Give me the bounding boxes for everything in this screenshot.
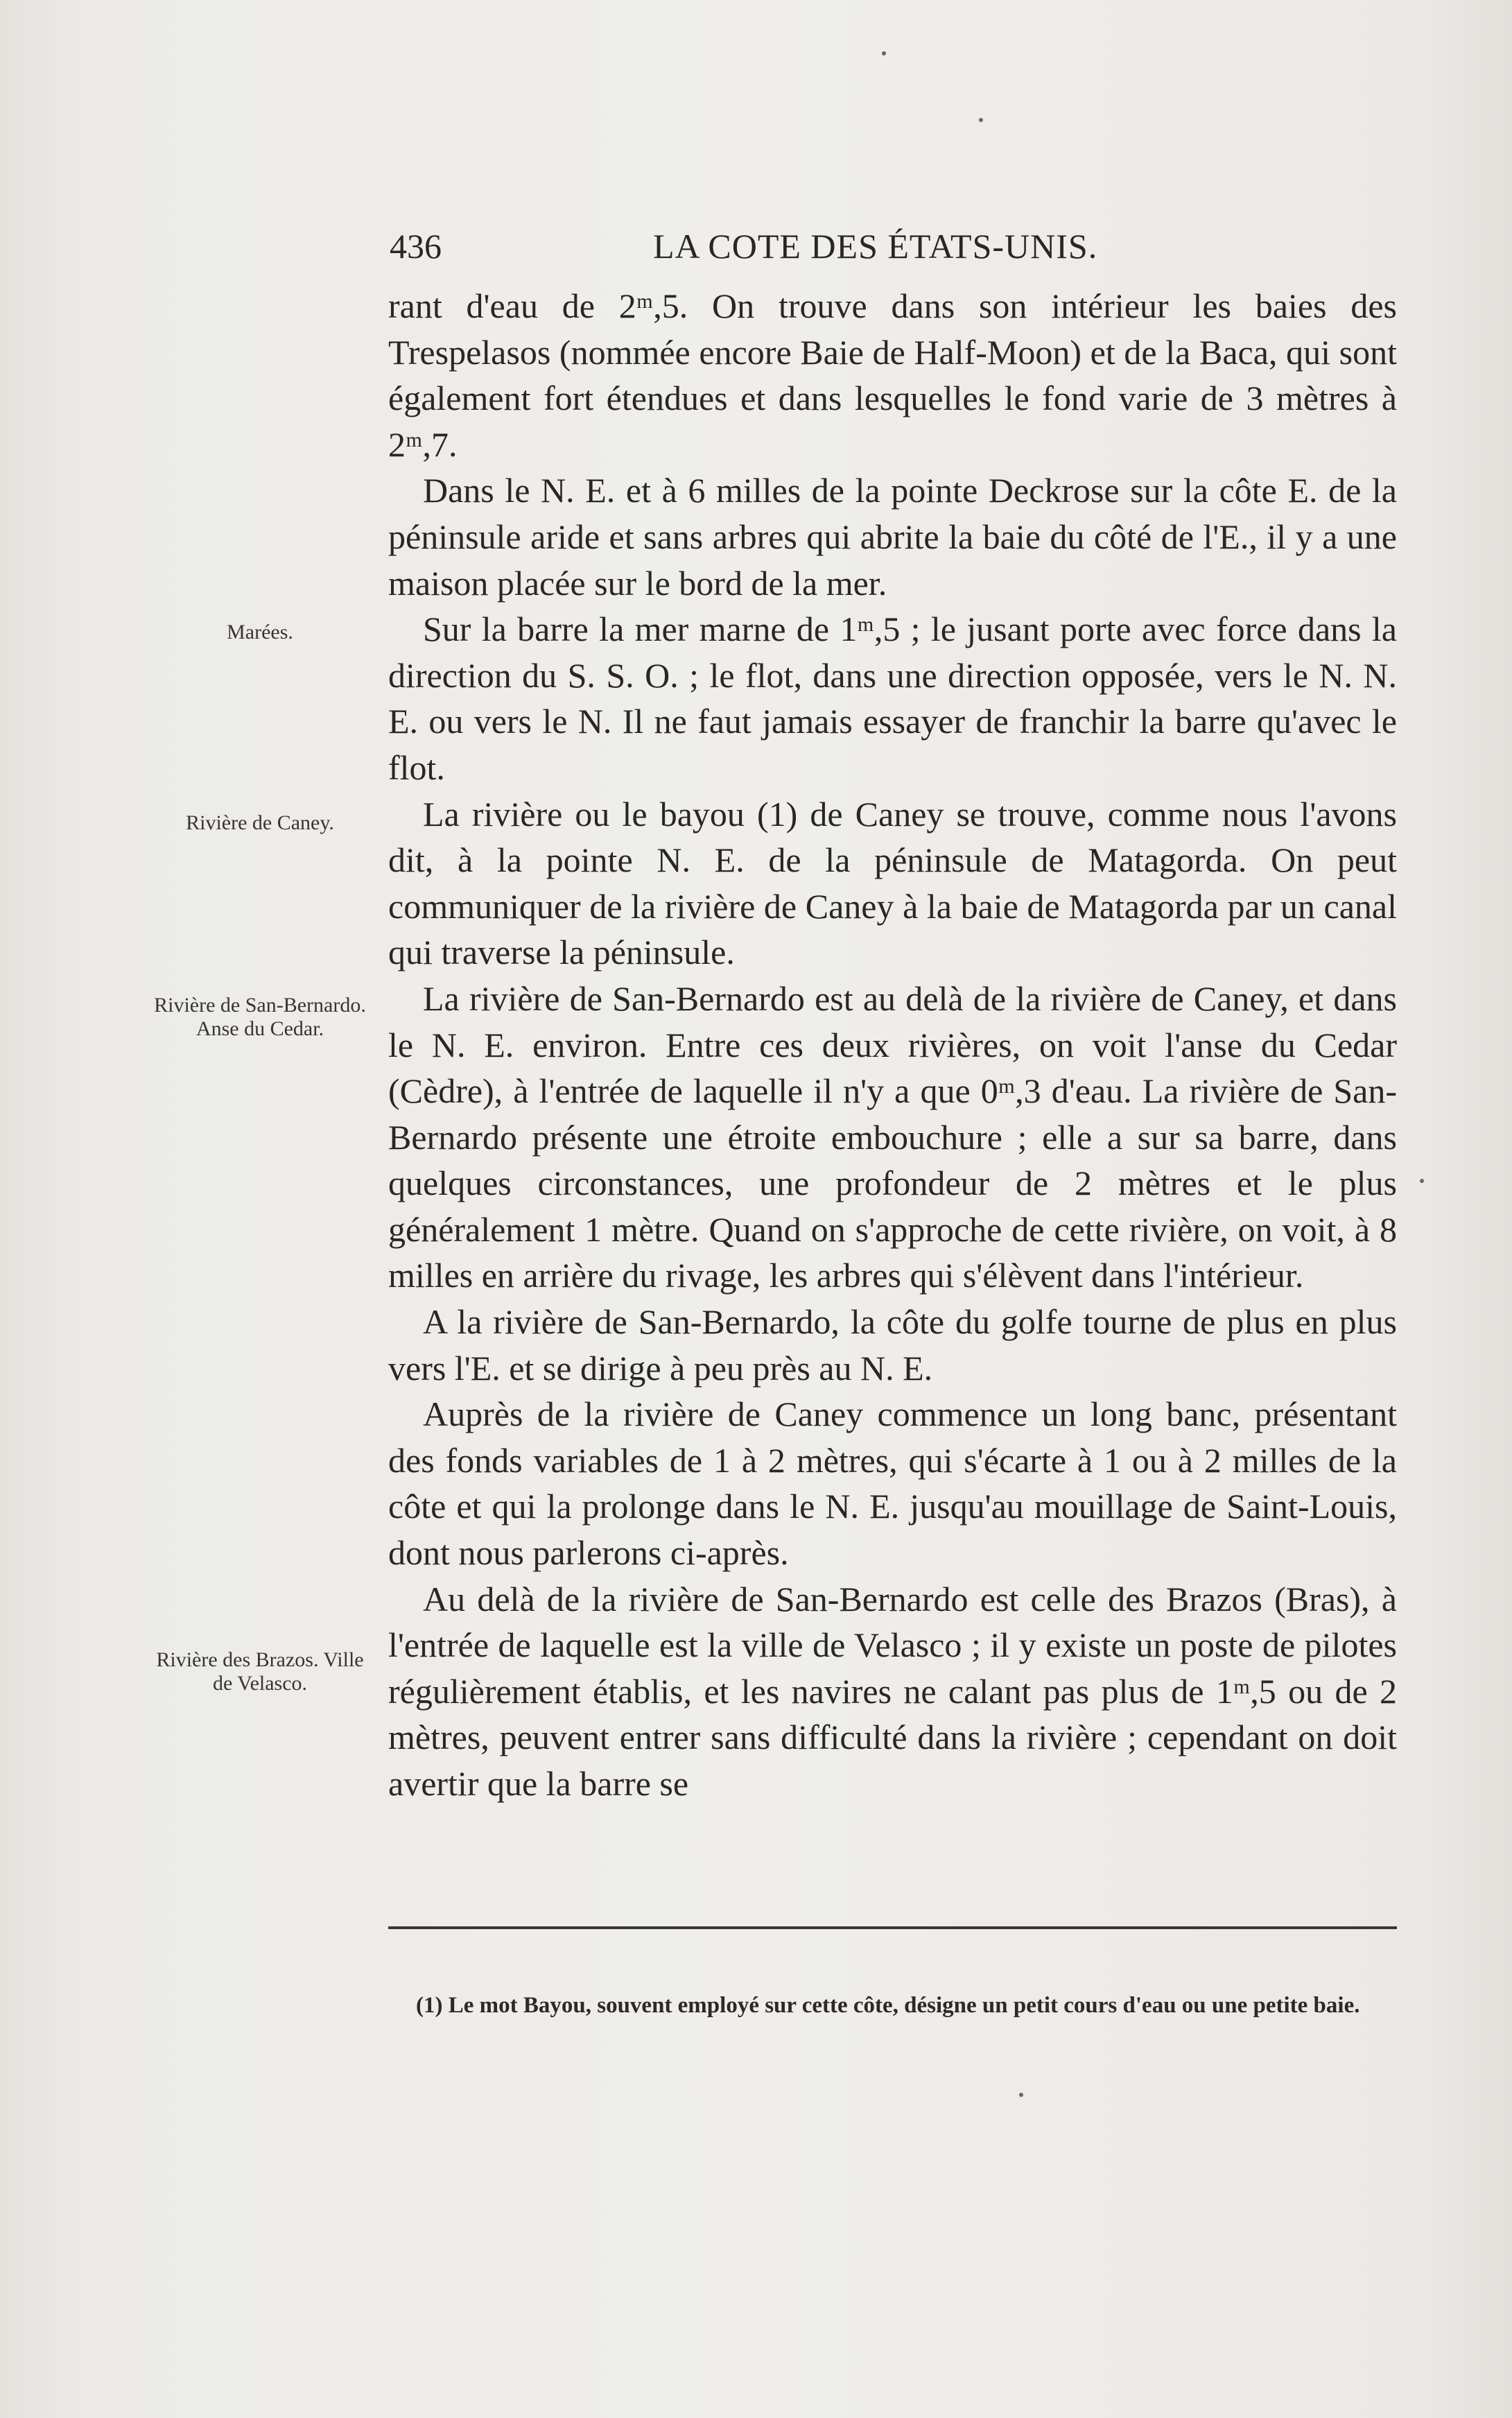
margin-note-riviere-caney: Rivière de Caney.	[186, 811, 334, 834]
paragraph: Auprès de la rivière de Caney commence un long banc, présentant des fonds variables de 1 à 2 mètres, qui s'écarte à 1 ou à 2 milles de la côte et qui la prolonge dans le N. E. jusqu'au mouillage de Saint-Louis, dont nous parlerons ci-après.	[388, 1394, 1397, 1573]
margin-note-marees: Marées.	[227, 621, 293, 644]
margin-note-san-bernardo: Rivière de San-Bernardo. Anse du Cedar.	[154, 994, 366, 1040]
body-text	[388, 283, 1397, 1807]
paragraph: Au delà de la rivière de San-Bernardo est celle des Brazos (Bras), à l'entrée de laquelle est la ville de Velasco ; il y existe un poste de pilotes régulièrement établis, et les navires ne calant pas plus de 1ᵐ,5 ou de 2 mètres, peuvent entrer sans difficulté dans la rivière ; cependant on doit avertir que la barre se	[388, 1579, 1397, 1803]
paragraph: Sur la barre la mer marne de 1ᵐ,5 ; le jusant porte avec force dans la direction du S. S. O. ; le flot, dans une direction opposée, vers le N. N. E. ou vers le N. Il ne faut jamais essayer de franchir la barre qu'avec le flot.	[388, 610, 1397, 787]
paragraph: La rivière ou le bayou (1) de Caney se trouve, comme nous l'avons dit, à la pointe N. E. de la péninsule de Matagorda. On peut communiquer de la rivière de Caney à la baie de Matagorda par un canal qui traverse la péninsule.	[388, 794, 1397, 972]
footnote-rule	[388, 1926, 1397, 1929]
paragraph: Dans le N. E. et à 6 milles de la pointe Deckrose sur la côte E. de la péninsule aride et sans arbres qui abrite la baie du côté de l'E., il y a une maison placée sur le bord de la mer.	[388, 471, 1397, 603]
paragraph: A la rivière de San-Bernardo, la côte du golfe tourne de plus en plus vers l'E. et se dirige à peu près au N. E.	[388, 1302, 1397, 1388]
ink-speck	[979, 118, 983, 122]
ink-speck	[882, 51, 886, 55]
page-header	[390, 222, 1397, 270]
paragraph: rant d'eau de 2ᵐ,5. On trouve dans son intérieur les baies des Trespelasos (nommée encore Baie de Half-Moon) et de la Baca, qui sont également fort étendues et dans lesquelles le fond varie de 3 mètres à 2ᵐ,7.	[388, 286, 1397, 464]
page-number: 436	[390, 227, 442, 266]
running-title: LA COTE DES ÉTATS-UNIS.	[653, 227, 1098, 266]
paragraph: La rivière de San-Bernardo est au delà de la rivière de Caney, et dans le N. E. environ. Entre ces deux rivières, on voit l'anse du Cedar (Cèdre), à l'entrée de laquelle il n'y a que 0ᵐ,3 d'eau. La rivière de San-Bernardo présente une étroite embouchure ; elle a sur sa barre, dans quelques circonstances, une profondeur de 2 mètres et le plus généralement 1 mètre. Quand on s'approche de cette rivière, on voit, à 8 milles en arrière du rivage, les arbres qui s'élèvent dans l'intérieur.	[388, 978, 1397, 1295]
ink-speck	[1420, 1179, 1424, 1183]
ink-speck	[1019, 2093, 1023, 2097]
margin-note-brazos: Rivière des Brazos. Ville de Velasco.	[156, 1648, 364, 1695]
footnote: (1) Le mot Bayou, souvent employé sur cette côte, désigne un petit cours d'eau ou une petite baie.	[416, 1993, 1360, 2018]
